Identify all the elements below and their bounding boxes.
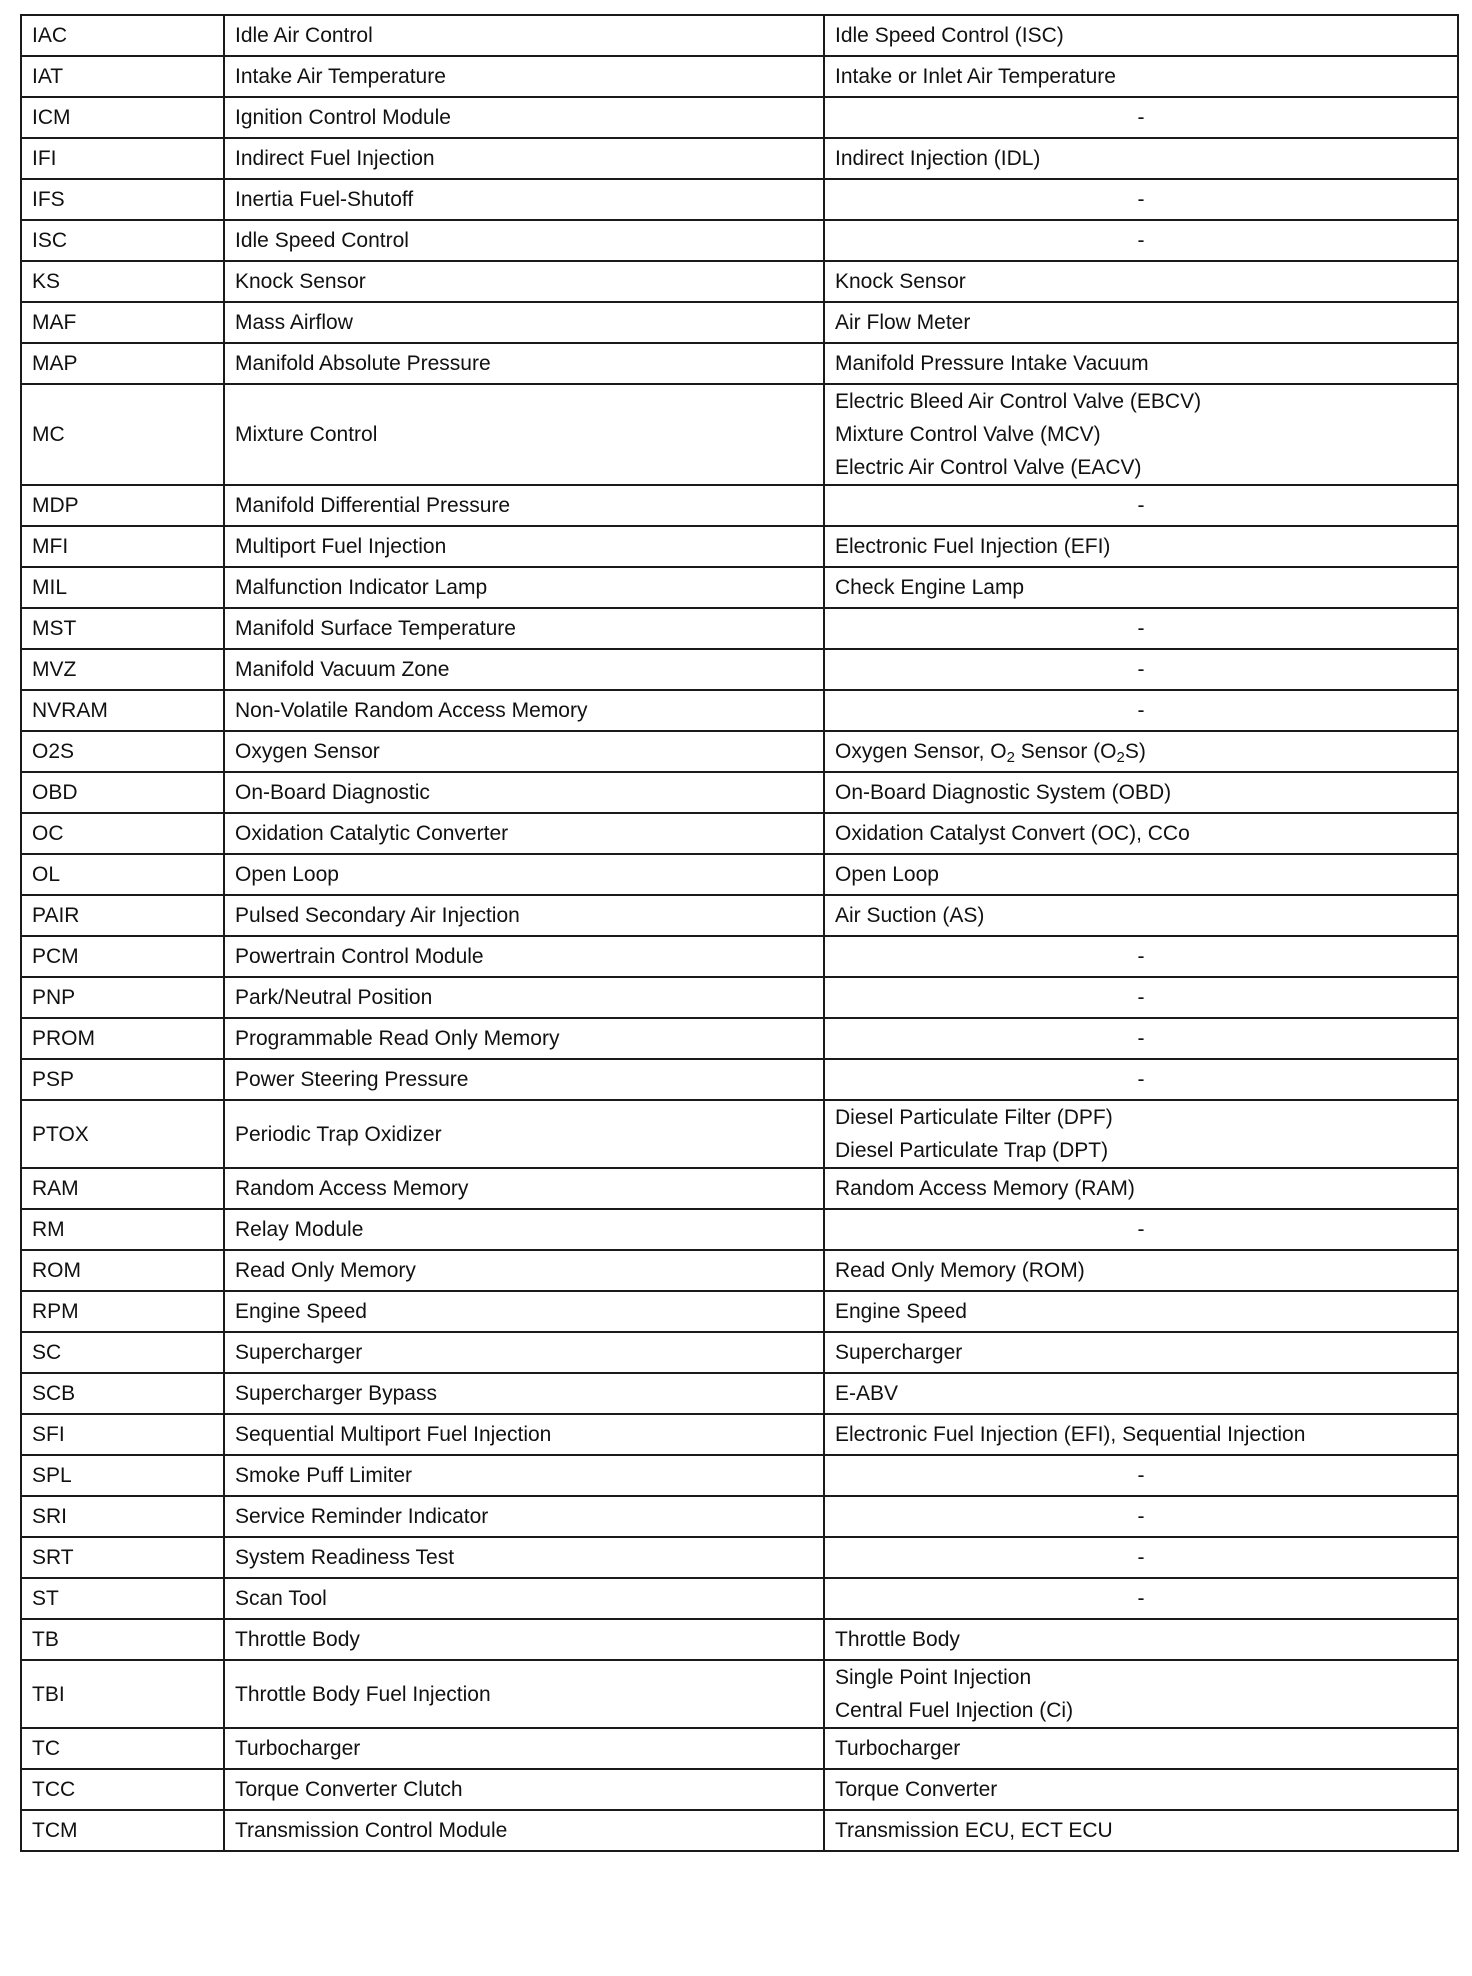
table-row <box>21 302 1458 343</box>
abbreviation-cell: ST <box>21 1578 224 1619</box>
term-cell: Scan Tool <box>224 1578 824 1619</box>
equivalent-cell <box>824 895 1458 936</box>
equivalent-line: Read Only Memory (ROM) <box>835 1259 1085 1282</box>
equivalent-cell <box>824 1414 1458 1455</box>
term-cell: Manifold Vacuum Zone <box>224 649 824 690</box>
abbreviation-cell: MDP <box>21 485 224 526</box>
equivalent-line: Knock Sensor <box>835 270 966 293</box>
table-row <box>21 1373 1458 1414</box>
term-cell: Throttle Body <box>224 1619 824 1660</box>
term-cell: Indirect Fuel Injection <box>224 138 824 179</box>
table-row <box>21 895 1458 936</box>
equivalent-cell: - <box>824 1209 1458 1250</box>
abbreviation-cell: KS <box>21 261 224 302</box>
table-row <box>21 608 1458 649</box>
abbreviation-cell: RM <box>21 1209 224 1250</box>
term-cell: Mass Airflow <box>224 302 824 343</box>
equivalent-cell <box>824 567 1458 608</box>
table-row <box>21 485 1458 526</box>
abbreviation-cell: OBD <box>21 772 224 813</box>
equivalent-line: Air Flow Meter <box>835 311 971 334</box>
equivalent-cell: - <box>824 977 1458 1018</box>
abbreviation-cell: O2S <box>21 731 224 772</box>
equivalent-line: Torque Converter <box>835 1778 998 1801</box>
table-row <box>21 1059 1458 1100</box>
abbreviation-cell: SRT <box>21 1537 224 1578</box>
table-row <box>21 56 1458 97</box>
term-cell: Malfunction Indicator Lamp <box>224 567 824 608</box>
abbreviation-cell: IAC <box>21 15 224 56</box>
abbreviation-cell: RPM <box>21 1291 224 1332</box>
text-segment: S) <box>1124 740 1146 763</box>
abbreviation-cell: SC <box>21 1332 224 1373</box>
table-row <box>21 813 1458 854</box>
subscript-text: 2 <box>1006 749 1015 766</box>
table-row <box>21 772 1458 813</box>
term-cell: Mixture Control <box>224 384 824 485</box>
term-cell: Sequential Multiport Fuel Injection <box>224 1414 824 1455</box>
abbreviation-cell: IFI <box>21 138 224 179</box>
term-cell: Multiport Fuel Injection <box>224 526 824 567</box>
abbreviation-cell: SFI <box>21 1414 224 1455</box>
equivalent-line: Supercharger <box>835 1341 963 1364</box>
table-row <box>21 384 1458 485</box>
term-cell: Periodic Trap Oxidizer <box>224 1100 824 1168</box>
abbreviation-cell: SRI <box>21 1496 224 1537</box>
term-cell: Smoke Puff Limiter <box>224 1455 824 1496</box>
equivalent-cell: - <box>824 608 1458 649</box>
abbreviation-cell: PROM <box>21 1018 224 1059</box>
abbreviation-cell: PSP <box>21 1059 224 1100</box>
table-row <box>21 1660 1458 1728</box>
abbreviation-cell: NVRAM <box>21 690 224 731</box>
table-row <box>21 138 1458 179</box>
table-row <box>21 1728 1458 1769</box>
equivalent-cell <box>824 731 1458 772</box>
table-row <box>21 1769 1458 1810</box>
equivalent-line: Electric Bleed Air Control Valve (EBCV) <box>835 390 1202 413</box>
equivalent-cell: - <box>824 1059 1458 1100</box>
equivalent-line: Idle Speed Control (ISC) <box>835 24 1064 47</box>
abbreviation-cell: ROM <box>21 1250 224 1291</box>
abbreviation-cell: SPL <box>21 1455 224 1496</box>
equivalent-line: Manifold Pressure Intake Vacuum <box>835 352 1149 375</box>
equivalent-cell: - <box>824 649 1458 690</box>
term-cell: On-Board Diagnostic <box>224 772 824 813</box>
equivalent-line: Electronic Fuel Injection (EFI) <box>835 535 1111 558</box>
table-row <box>21 1496 1458 1537</box>
term-cell: Turbocharger <box>224 1728 824 1769</box>
equivalent-cell: - <box>824 179 1458 220</box>
abbreviation-cell: PNP <box>21 977 224 1018</box>
equivalent-cell: - <box>824 97 1458 138</box>
table-row <box>21 1332 1458 1373</box>
abbreviation-cell: IAT <box>21 56 224 97</box>
table-row <box>21 15 1458 56</box>
term-cell: Programmable Read Only Memory <box>224 1018 824 1059</box>
abbreviation-cell: ICM <box>21 97 224 138</box>
term-cell: Service Reminder Indicator <box>224 1496 824 1537</box>
equivalent-line: Indirect Injection (IDL) <box>835 147 1041 170</box>
equivalent-cell <box>824 854 1458 895</box>
equivalent-line: Single Point Injection <box>835 1666 1032 1689</box>
equivalent-cell <box>824 302 1458 343</box>
table-row <box>21 1537 1458 1578</box>
table-row <box>21 936 1458 977</box>
table-row <box>21 1100 1458 1168</box>
abbreviation-table-body <box>21 15 1458 1851</box>
table-row <box>21 1578 1458 1619</box>
equivalent-cell: - <box>824 1018 1458 1059</box>
table-row <box>21 1250 1458 1291</box>
equivalent-line: On-Board Diagnostic System (OBD) <box>835 781 1172 804</box>
text-segment: Sensor (O <box>1014 740 1117 763</box>
term-cell: Power Steering Pressure <box>224 1059 824 1100</box>
abbreviation-cell: MIL <box>21 567 224 608</box>
equivalent-cell <box>824 1291 1458 1332</box>
term-cell: Non-Volatile Random Access Memory <box>224 690 824 731</box>
table-row <box>21 179 1458 220</box>
term-cell: Open Loop <box>224 854 824 895</box>
term-cell: Idle Air Control <box>224 15 824 56</box>
term-cell: Manifold Surface Temperature <box>224 608 824 649</box>
term-cell: Oxygen Sensor <box>224 731 824 772</box>
abbreviation-cell: SCB <box>21 1373 224 1414</box>
equivalent-line: Electronic Fuel Injection (EFI), Sequential Injection <box>835 1423 1306 1446</box>
equivalent-line: Intake or Inlet Air Temperature <box>835 65 1116 88</box>
equivalent-cell <box>824 261 1458 302</box>
table-row <box>21 1810 1458 1851</box>
table-row <box>21 854 1458 895</box>
equivalent-cell: - <box>824 1455 1458 1496</box>
table-row <box>21 220 1458 261</box>
equivalent-cell <box>824 1373 1458 1414</box>
term-cell: Engine Speed <box>224 1291 824 1332</box>
equivalent-cell: - <box>824 1578 1458 1619</box>
equivalent-line: Diesel Particulate Filter (DPF) <box>835 1106 1113 1129</box>
equivalent-line: Transmission ECU, ECT ECU <box>835 1819 1113 1842</box>
table-row <box>21 1619 1458 1660</box>
term-cell: Intake Air Temperature <box>224 56 824 97</box>
equivalent-line: Electric Air Control Valve (EACV) <box>835 456 1142 479</box>
table-row <box>21 1209 1458 1250</box>
equivalent-cell: - <box>824 220 1458 261</box>
equivalent-cell <box>824 1168 1458 1209</box>
term-cell: Random Access Memory <box>224 1168 824 1209</box>
abbreviation-cell: IFS <box>21 179 224 220</box>
equivalent-cell <box>824 1769 1458 1810</box>
equivalent-line: Check Engine Lamp <box>835 576 1025 599</box>
equivalent-line: Central Fuel Injection (Ci) <box>835 1699 1074 1722</box>
equivalent-cell <box>824 526 1458 567</box>
equivalent-line: Oxidation Catalyst Convert (OC), CCo <box>835 822 1190 845</box>
abbreviation-cell: PCM <box>21 936 224 977</box>
equivalent-line: Air Suction (AS) <box>835 904 985 927</box>
term-cell: Park/Neutral Position <box>224 977 824 1018</box>
equivalent-cell <box>824 813 1458 854</box>
term-cell: Supercharger Bypass <box>224 1373 824 1414</box>
table-row <box>21 526 1458 567</box>
abbreviation-cell: RAM <box>21 1168 224 1209</box>
equivalent-cell <box>824 1250 1458 1291</box>
abbreviation-cell: TBI <box>21 1660 224 1728</box>
equivalent-line <box>835 735 1447 768</box>
equivalent-line: Turbocharger <box>835 1737 961 1760</box>
abbreviation-cell: ISC <box>21 220 224 261</box>
abbreviation-table <box>20 14 1459 1852</box>
equivalent-cell: - <box>824 690 1458 731</box>
table-row <box>21 1168 1458 1209</box>
term-cell: Inertia Fuel-Shutoff <box>224 179 824 220</box>
equivalent-cell: - <box>824 936 1458 977</box>
equivalent-line: Open Loop <box>835 863 939 886</box>
equivalent-line: Engine Speed <box>835 1300 967 1323</box>
table-row <box>21 731 1458 772</box>
equivalent-cell <box>824 1619 1458 1660</box>
equivalent-cell <box>824 56 1458 97</box>
equivalent-cell <box>824 15 1458 56</box>
text-segment: Oxygen Sensor, O <box>835 740 1007 763</box>
table-row <box>21 261 1458 302</box>
abbreviation-cell: MC <box>21 384 224 485</box>
equivalent-cell <box>824 1728 1458 1769</box>
term-cell: Idle Speed Control <box>224 220 824 261</box>
abbreviation-cell: MAF <box>21 302 224 343</box>
table-row <box>21 1455 1458 1496</box>
equivalent-line: Throttle Body <box>835 1628 960 1651</box>
equivalent-cell <box>824 1660 1458 1728</box>
abbreviation-cell: OC <box>21 813 224 854</box>
equivalent-line: E-ABV <box>835 1382 899 1405</box>
equivalent-cell <box>824 1810 1458 1851</box>
term-cell: Transmission Control Module <box>224 1810 824 1851</box>
term-cell: System Readiness Test <box>224 1537 824 1578</box>
term-cell: Manifold Differential Pressure <box>224 485 824 526</box>
term-cell: Throttle Body Fuel Injection <box>224 1660 824 1728</box>
abbreviation-cell: OL <box>21 854 224 895</box>
equivalent-cell: - <box>824 1496 1458 1537</box>
abbreviation-cell: MAP <box>21 343 224 384</box>
equivalent-cell <box>824 343 1458 384</box>
abbreviation-cell: PTOX <box>21 1100 224 1168</box>
equivalent-line: Mixture Control Valve (MCV) <box>835 423 1101 446</box>
term-cell: Manifold Absolute Pressure <box>224 343 824 384</box>
abbreviation-cell: TB <box>21 1619 224 1660</box>
term-cell: Ignition Control Module <box>224 97 824 138</box>
table-row <box>21 690 1458 731</box>
table-row <box>21 97 1458 138</box>
term-cell: Torque Converter Clutch <box>224 1769 824 1810</box>
table-row <box>21 567 1458 608</box>
abbreviation-cell: PAIR <box>21 895 224 936</box>
abbreviation-cell: MST <box>21 608 224 649</box>
equivalent-cell <box>824 772 1458 813</box>
equivalent-cell: - <box>824 485 1458 526</box>
term-cell: Knock Sensor <box>224 261 824 302</box>
abbreviation-cell: MFI <box>21 526 224 567</box>
table-row <box>21 1291 1458 1332</box>
equivalent-cell <box>824 1100 1458 1168</box>
abbreviation-cell: TCM <box>21 1810 224 1851</box>
table-row <box>21 1414 1458 1455</box>
term-cell: Supercharger <box>224 1332 824 1373</box>
equivalent-cell <box>824 1332 1458 1373</box>
abbreviation-cell: MVZ <box>21 649 224 690</box>
term-cell: Read Only Memory <box>224 1250 824 1291</box>
table-row <box>21 1018 1458 1059</box>
term-cell: Pulsed Secondary Air Injection <box>224 895 824 936</box>
table-row <box>21 343 1458 384</box>
table-row <box>21 649 1458 690</box>
equivalent-cell: - <box>824 1537 1458 1578</box>
table-row <box>21 977 1458 1018</box>
equivalent-line: Diesel Particulate Trap (DPT) <box>835 1139 1109 1162</box>
abbreviation-cell: TCC <box>21 1769 224 1810</box>
term-cell: Powertrain Control Module <box>224 936 824 977</box>
subscript-text: 2 <box>1116 749 1125 766</box>
term-cell: Relay Module <box>224 1209 824 1250</box>
equivalent-cell <box>824 384 1458 485</box>
abbreviation-cell: TC <box>21 1728 224 1769</box>
equivalent-line: Random Access Memory (RAM) <box>835 1177 1135 1200</box>
equivalent-cell <box>824 138 1458 179</box>
term-cell: Oxidation Catalytic Converter <box>224 813 824 854</box>
